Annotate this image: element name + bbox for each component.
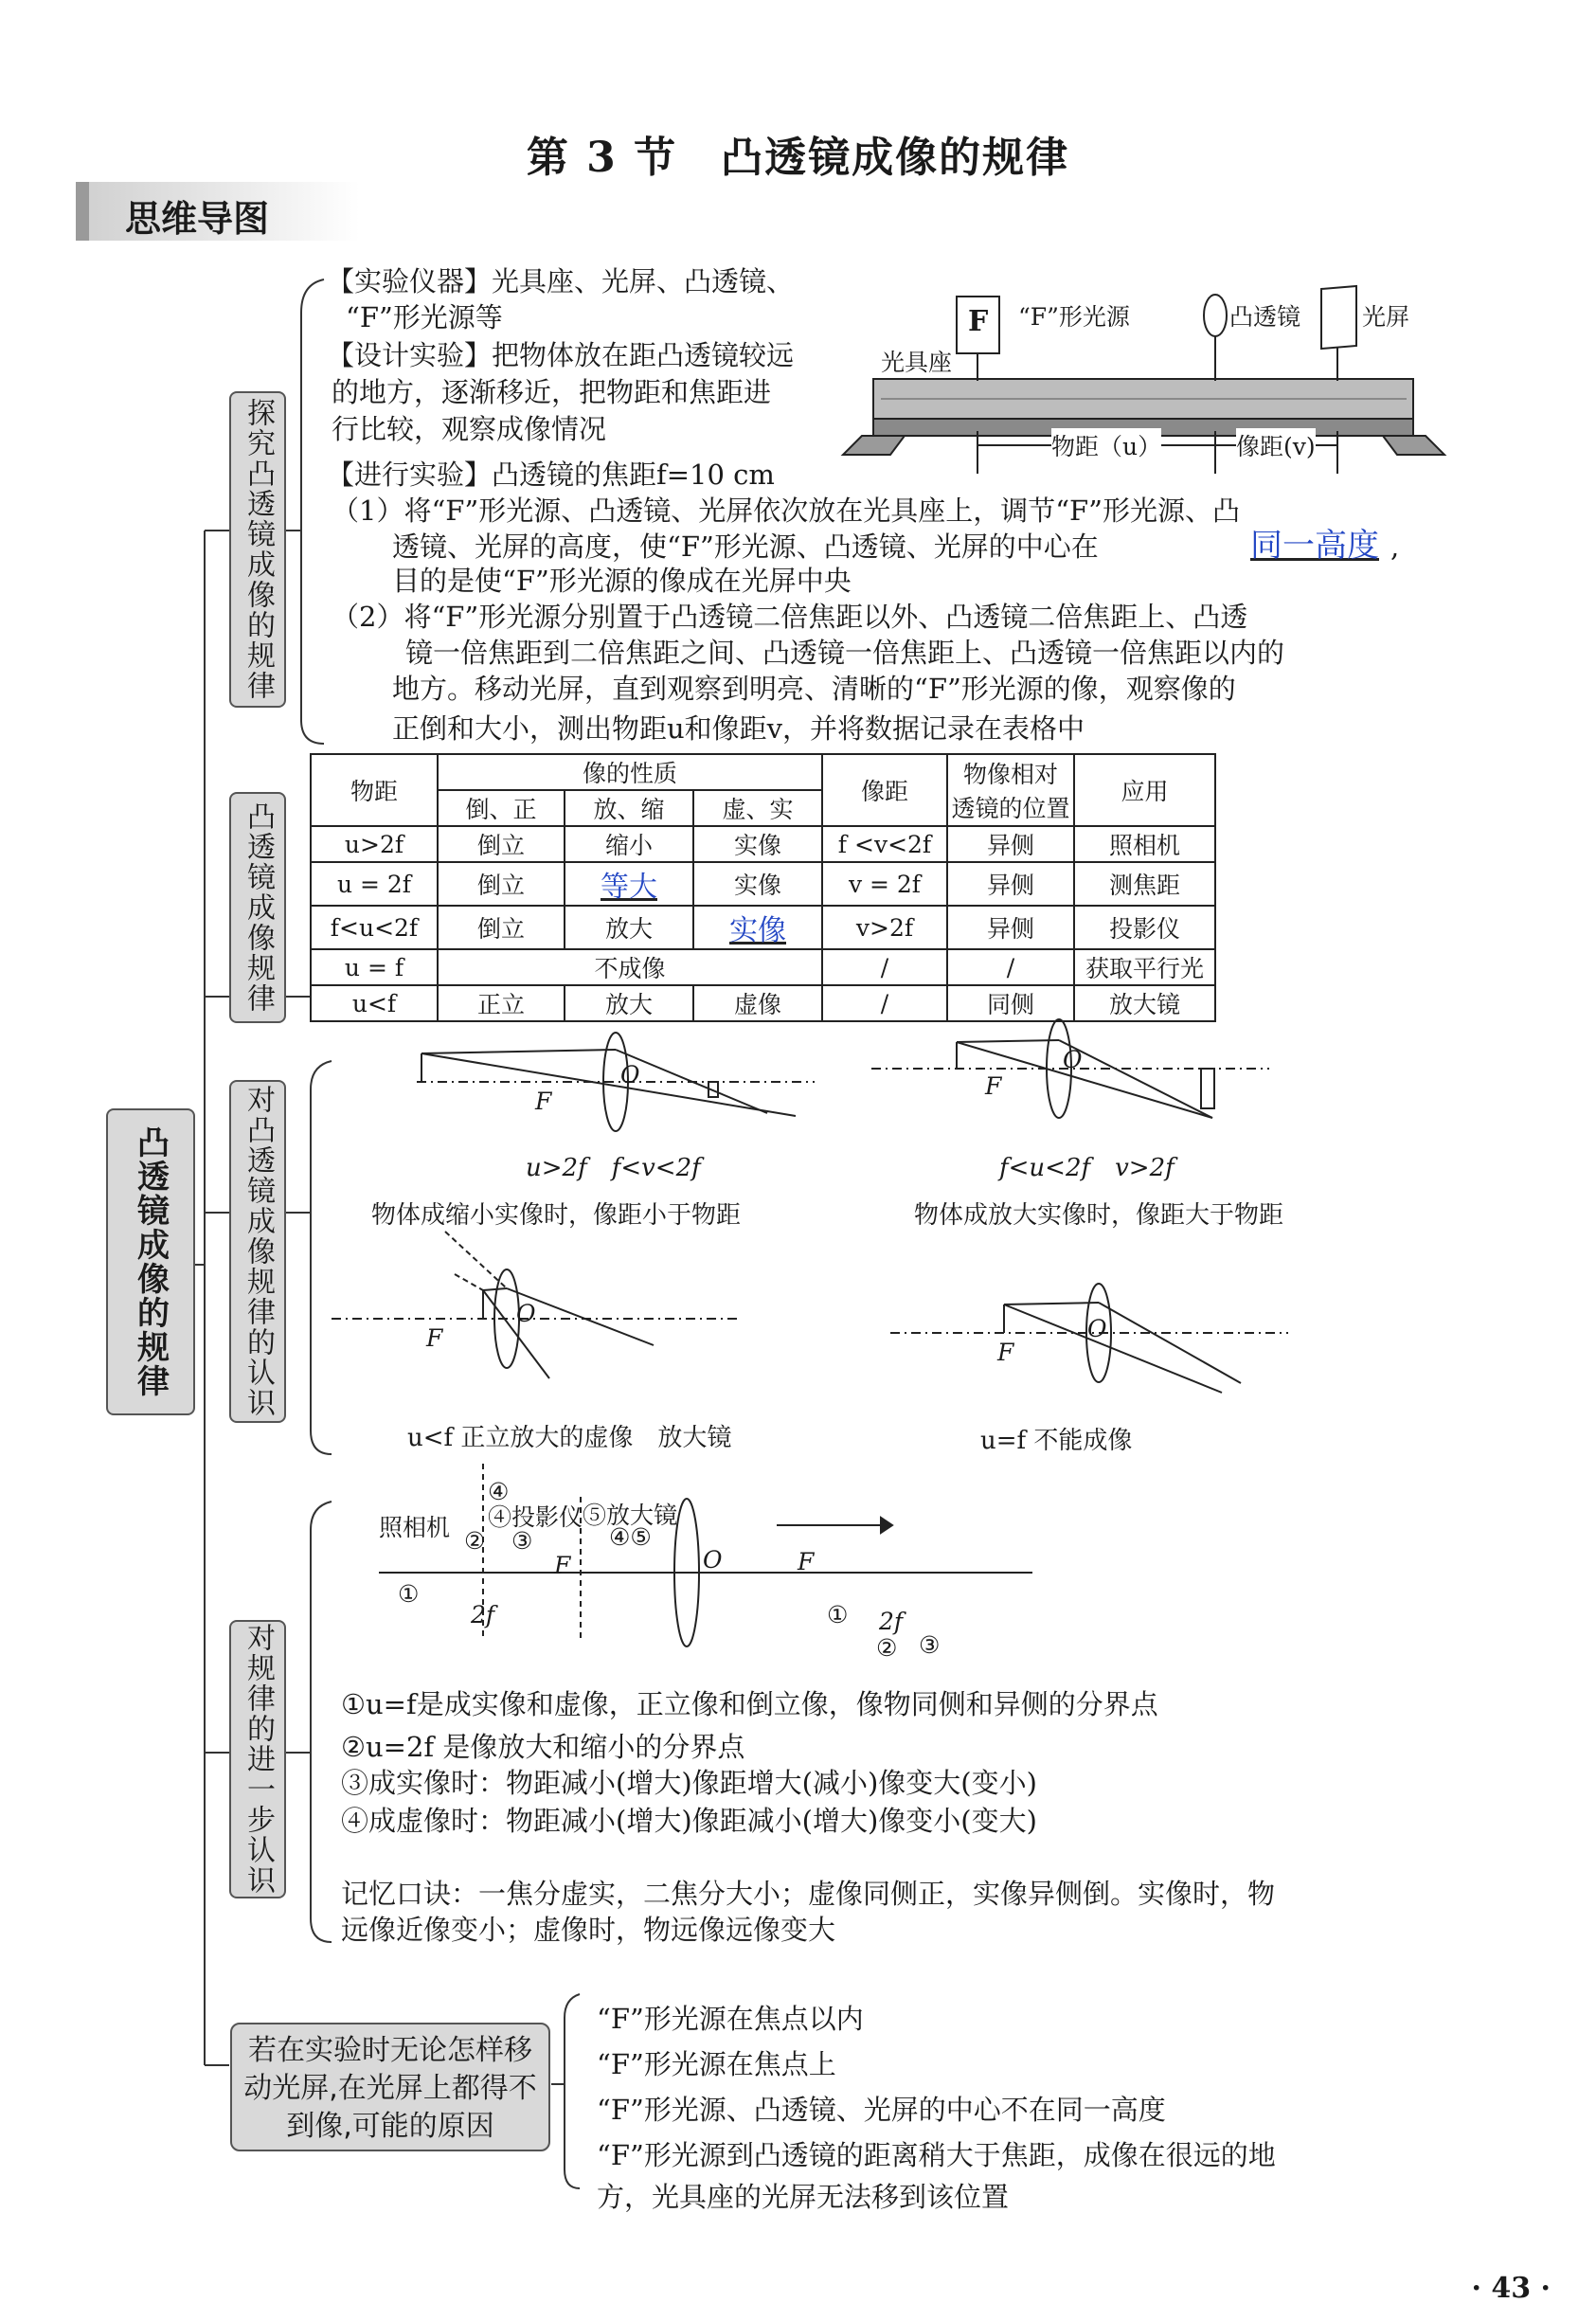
f-left-label: F bbox=[554, 1552, 571, 1579]
d2-note: 物体成放大实像时，像距大于物距 bbox=[914, 1201, 1284, 1230]
reason-4-line-1: “F”形光源到凸透镜的距离稍大于焦距，成像在很远的地 bbox=[597, 2139, 1276, 2171]
page-title: 第 3 节 凸透镜成像的规律 bbox=[526, 134, 1070, 182]
th-relative-position: 物像相对 透镜的位置 bbox=[947, 754, 1074, 826]
f-right-label: F bbox=[798, 1548, 815, 1575]
explore-line-4: 的地方，逐渐移近，把物距和焦距进 bbox=[332, 376, 772, 408]
n1-left-label: ① bbox=[398, 1580, 420, 1608]
label-image-distance: 像距(v) bbox=[1236, 428, 1316, 462]
d1-condition: u>2f f<v<2f bbox=[526, 1154, 701, 1182]
table-row: u = f 不成像 / / 获取平行光 bbox=[311, 949, 1215, 985]
d4-note: u=f 不能成像 bbox=[980, 1427, 1133, 1455]
d1-note: 物体成缩小实像时，像距小于物距 bbox=[371, 1201, 742, 1230]
label-f-source: “F”形光源 bbox=[1018, 303, 1130, 331]
n3-top-label: ③ bbox=[511, 1527, 533, 1555]
th-image-distance: 像距 bbox=[822, 754, 947, 826]
label-object-distance: 物距（u） bbox=[1051, 428, 1161, 462]
n45-label: ④⑤ bbox=[609, 1523, 652, 1551]
th-image-nature: 像的性质 bbox=[438, 754, 822, 790]
main-topic-box: 凸透镜成像的规律 bbox=[106, 1108, 195, 1415]
label-lens: 凸透镜 bbox=[1229, 303, 1301, 331]
n3-right-label: ③ bbox=[919, 1631, 941, 1659]
th-object-distance: 物距 bbox=[311, 754, 438, 826]
reason-3: “F”形光源、凸透镜、光屏的中心不在同一高度 bbox=[597, 2094, 1166, 2126]
projector-label: ④投影仪 bbox=[488, 1503, 583, 1531]
further-point-1: ①u=f是成实像和虚像，正立像和倒立像，像物同侧和异侧的分界点 bbox=[341, 1688, 1158, 1720]
answer-same-height: 同一高度 bbox=[1250, 527, 1379, 565]
explore-step2-a: （2）将“F”形光源分别置于凸透镜二倍焦距以外、凸透镜二倍焦距上、凸透 bbox=[332, 601, 1248, 633]
answer-real-image: 实像 bbox=[729, 914, 786, 947]
d2-f-label: F bbox=[985, 1072, 1002, 1100]
section-header-text: 思维导图 bbox=[125, 198, 270, 240]
n4-label: ④ bbox=[488, 1478, 510, 1505]
th-size: 放、缩 bbox=[565, 790, 693, 826]
mnemonic-line-2: 远像近像变小；虚像时，物远像远像变大 bbox=[341, 1914, 836, 1946]
further-point-2: ②u=2f 是像放大和缩小的分界点 bbox=[341, 1731, 745, 1763]
explore-line-1: 【实验仪器】光具座、光屏、凸透镜、 bbox=[327, 265, 795, 297]
table-row: u<f 正立 放大 虚像 / 同侧 放大镜 bbox=[311, 985, 1215, 1021]
th-orient: 倒、正 bbox=[438, 790, 565, 826]
mnemonic-line-1: 记忆口诀：一焦分虚实，二焦分大小；虚像同侧正，实像异侧倒。实像时，物 bbox=[341, 1878, 1276, 1910]
d2-o-label: O bbox=[1063, 1046, 1083, 1073]
reason-1: “F”形光源在焦点以内 bbox=[597, 2003, 864, 2035]
explore-line-6: 【进行实验】凸透镜的焦距f=10 cm bbox=[327, 459, 775, 491]
explore-step2-b: 镜一倍焦距到二倍焦距之间、凸透镜一倍焦距上、凸透镜一倍焦距以内的 bbox=[405, 637, 1285, 669]
n2-right-label: ② bbox=[876, 1634, 898, 1662]
d4-o-label: O bbox=[1087, 1315, 1107, 1342]
explore-line-5: 行比较，观察成像情况 bbox=[332, 413, 607, 445]
ray-diagram-1 bbox=[417, 1033, 815, 1131]
camera-label: 照相机 bbox=[379, 1514, 451, 1541]
further-point-3: ③成实像时：物距减小(增大)像距增大(减小)像变大(变小) bbox=[341, 1767, 1037, 1799]
explore-step1-a: （1）将“F”形光源、凸透镜、光屏依次放在光具座上，调节“F”形光源、凸 bbox=[332, 495, 1240, 527]
explore-step1-b: 透镜、光屏的高度，使“F”形光源、凸透镜、光屏的中心在 bbox=[392, 531, 1099, 563]
magnifier-label: ⑤放大镜 bbox=[583, 1502, 678, 1529]
table-row: f<u<2f 倒立 放大 实像 v>2f 异侧 投影仪 bbox=[311, 906, 1215, 949]
d3-note: u<f 正立放大的虚像 放大镜 bbox=[407, 1424, 732, 1452]
two-f-right-label: 2f bbox=[879, 1608, 904, 1635]
o-axis-label: O bbox=[703, 1546, 723, 1574]
label-bench: 光具座 bbox=[881, 349, 953, 376]
explore-step1-comma: , bbox=[1390, 531, 1400, 563]
branch-understand: 对凸透镜成像规律的认识 bbox=[229, 1080, 286, 1423]
two-f-left-label: 2f bbox=[471, 1601, 495, 1628]
n2-top-label: ② bbox=[464, 1527, 486, 1555]
d3-o-label: O bbox=[516, 1300, 536, 1327]
d3-f-label: F bbox=[426, 1324, 443, 1352]
answer-equal-size: 等大 bbox=[601, 871, 657, 904]
th-application: 应用 bbox=[1074, 754, 1215, 826]
explore-line-3: 【设计实验】把物体放在距凸透镜较远 bbox=[327, 339, 795, 371]
n1-right-label: ① bbox=[827, 1601, 849, 1628]
table-row: u = 2f 倒立 等大 实像 v = 2f 异侧 测焦距 bbox=[311, 862, 1215, 906]
table-row: u>2f 倒立 缩小 实像 f <v<2f 异侧 照相机 bbox=[311, 826, 1215, 862]
d1-f-label: F bbox=[535, 1088, 552, 1115]
page-number: · 43 · bbox=[1471, 2272, 1551, 2305]
explore-step1-c: 目的是使“F”形光源的像成在光屏中央 bbox=[392, 565, 852, 597]
d1-o-label: O bbox=[620, 1061, 640, 1089]
further-point-4: ④成虚像时：物距减小(增大)像距减小(增大)像变小(变大) bbox=[341, 1805, 1037, 1837]
reason-4-line-2: 方，光具座的光屏无法移到该位置 bbox=[597, 2181, 1010, 2213]
branch-further: 对规律的进一步认识 bbox=[229, 1620, 286, 1898]
reason-2: “F”形光源在焦点上 bbox=[597, 2048, 836, 2080]
explore-step2-d: 正倒和大小，测出物距u和像距v，并将数据记录在表格中 bbox=[392, 712, 1085, 745]
branch-reason: 若在实验时无论怎样移动光屏,在光屏上都得不到像,可能的原因 bbox=[230, 2023, 550, 2151]
th-type: 虚、实 bbox=[693, 790, 822, 826]
label-screen: 光屏 bbox=[1362, 303, 1410, 331]
d4-f-label: F bbox=[997, 1339, 1014, 1366]
branch-rules: 凸透镜成像规律 bbox=[229, 792, 286, 1023]
branch-explore: 探究凸透镜成像的规律 bbox=[229, 391, 286, 708]
f-letter: F bbox=[968, 305, 989, 338]
explore-step2-c: 地方。移动光屏，直到观察到明亮、清晰的“F”形光源的像，观察像的 bbox=[392, 673, 1236, 705]
d2-condition: f<u<2f v>2f bbox=[999, 1154, 1175, 1182]
explore-line-2: “F”形光源等 bbox=[346, 301, 503, 333]
